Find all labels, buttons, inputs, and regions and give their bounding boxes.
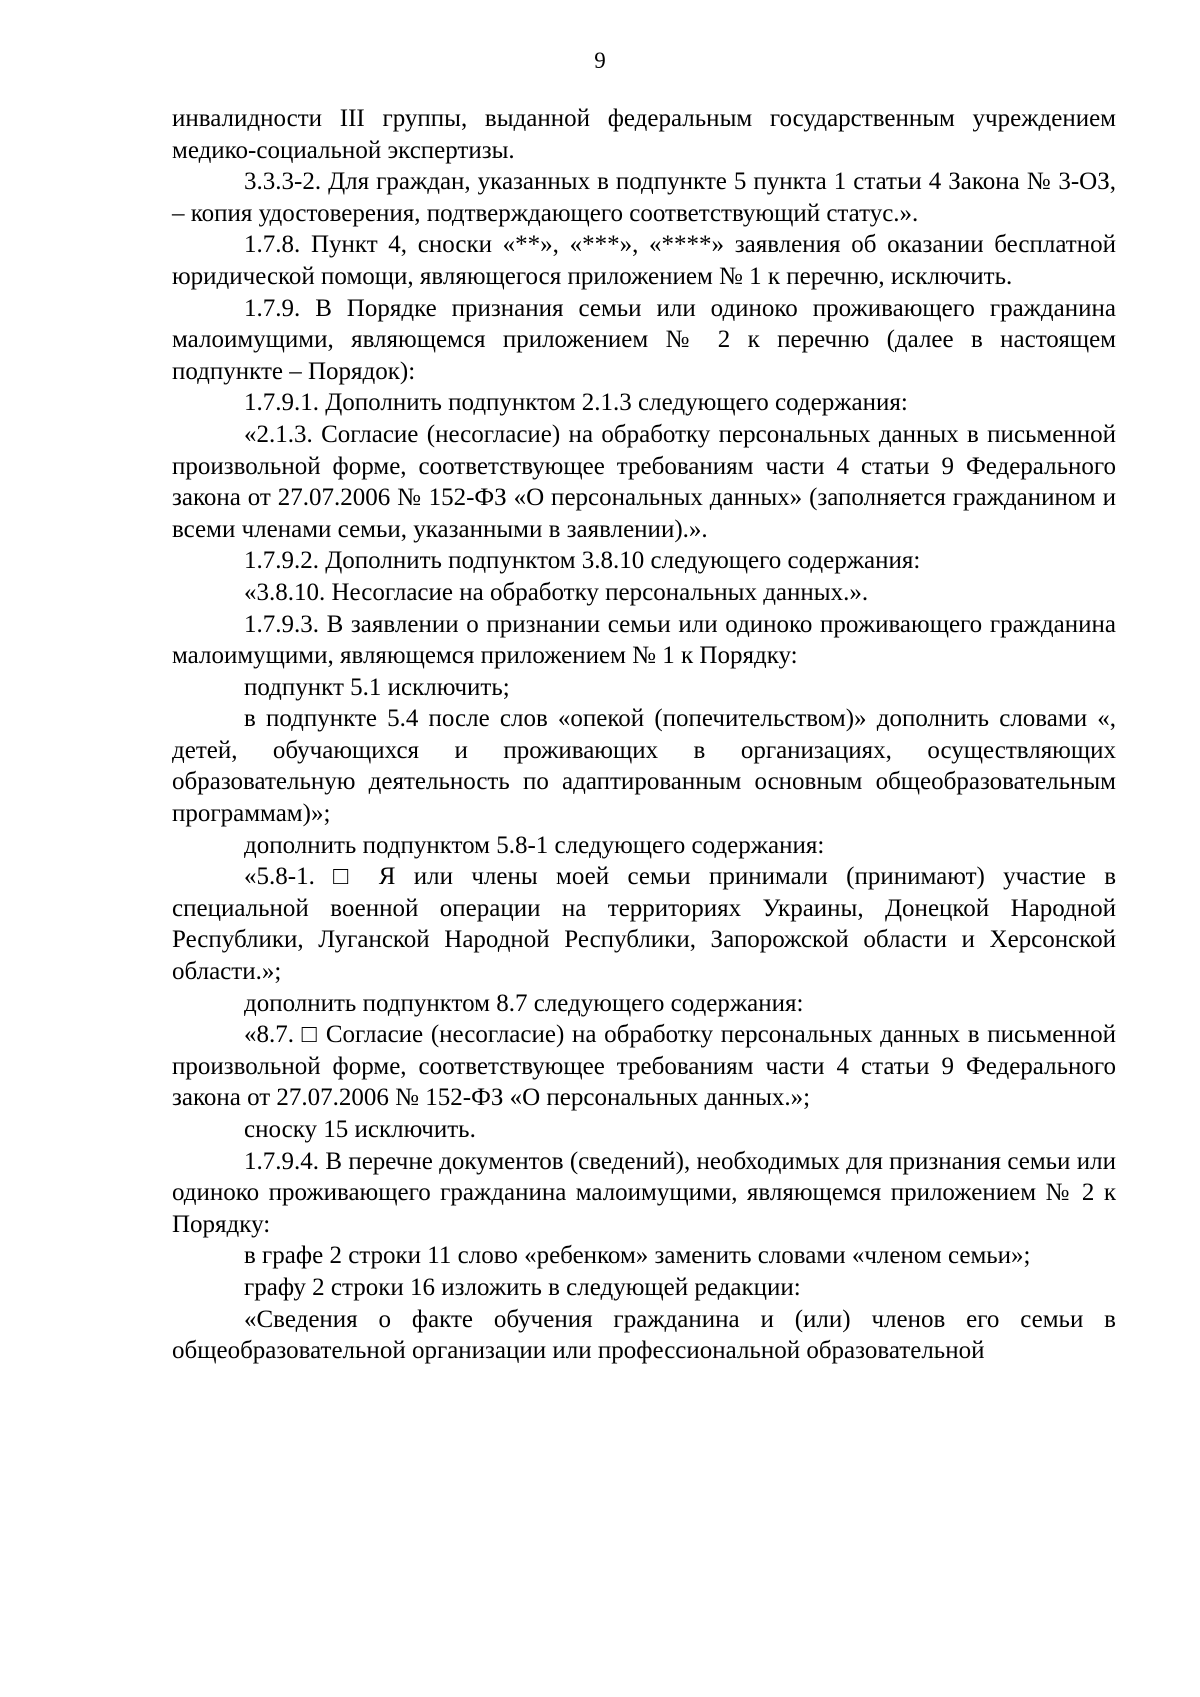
paragraph: 1.7.9.1. Дополнить подпунктом 2.1.3 следующего содержания:	[244, 389, 908, 417]
paragraph: «5.8-1. □ Я или члены моей семьи принимали (принимают) участие в специальной военной операции на территориях Украины, Донецкой Народной Республики, Луганской Народной Республики, Запорожской области и Херсонской области.»;	[172, 863, 1116, 986]
paragraph: инвалидности III группы, выданной федеральным государственным учреждением медико-социальной экспертизы.	[172, 105, 1116, 164]
paragraph: дополнить подпунктом 5.8-1 следующего содержания:	[244, 831, 825, 859]
document-body	[172, 103, 1116, 1367]
paragraph: «Сведения о факте обучения гражданина и (или) членов его семьи в общеобразовательной организации или профессиональной образовательной	[172, 1305, 1116, 1365]
paragraph: 1.7.9. В Порядке признания семьи или одиноко проживающего гражданина малоимущими, являющемся приложением № 2 к перечню (далее в настоящем подпункте – Порядок):	[172, 294, 1116, 385]
paragraph: графу 2 строки 16 изложить в следующей редакции:	[244, 1273, 801, 1301]
paragraph: 3.3.3-2. Для граждан, указанных в подпункте 5 пункта 1 статьи 4 Закона № 3-ОЗ, – копия удостоверения, подтверждающего соответствующий статус.».	[172, 168, 1116, 227]
paragraph: 1.7.9.4. В перечне документов (сведений), необходимых для признания семьи или одиноко проживающего гражданина малоимущими, являющемся приложением № 2 к Порядку:	[172, 1147, 1116, 1238]
paragraph: 1.7.9.2. Дополнить подпунктом 3.8.10 следующего содержания:	[244, 547, 921, 575]
paragraph: 1.7.9.3. В заявлении о признании семьи или одиноко проживающего гражданина малоимущими, являющемся приложением № 1 к Порядку:	[172, 610, 1116, 670]
paragraph: дополнить подпунктом 8.7 следующего содержания:	[244, 989, 804, 1017]
paragraph: «2.1.3. Согласие (несогласие) на обработку персональных данных в письменной произвольной форме, соответствующее требованиям части 4 статьи 9 Федерального закона от 27.07.2006 № 152-ФЗ «О персональных данных» (заполняется гражданином и всеми членами семьи, указанными в заявлении).».	[172, 420, 1116, 543]
paragraph: в подпункте 5.4 после слов «опекой (попечительством)» дополнить словами «, детей, обучающихся и проживающих в организациях, осуществляющих образовательную деятельность по адаптированным основным общеобразовательным программам)»;	[172, 705, 1116, 828]
paragraph: «3.8.10. Несогласие на обработку персональных данных.».	[244, 578, 869, 606]
paragraph: «8.7. □ Согласие (несогласие) на обработку персональных данных в письменной произвольной форме, соответствующее требованиям части 4 статьи 9 Федерального закона от 27.07.2006 № 152-ФЗ «О персональных данных.»;	[172, 1021, 1116, 1112]
paragraph: сноску 15 исключить.	[244, 1116, 476, 1143]
paragraph: в графе 2 строки 11 слово «ребенком» заменить словами «членом семьи»;	[244, 1242, 1031, 1270]
page-number: 9	[594, 48, 606, 73]
paragraph: 1.7.8. Пункт 4, сноски «**», «***», «****» заявления об оказании бесплатной юридической помощи, являющегося приложением № 1 к перечню, исключить.	[172, 231, 1116, 290]
paragraph: подпункт 5.1 исключить;	[244, 673, 510, 701]
